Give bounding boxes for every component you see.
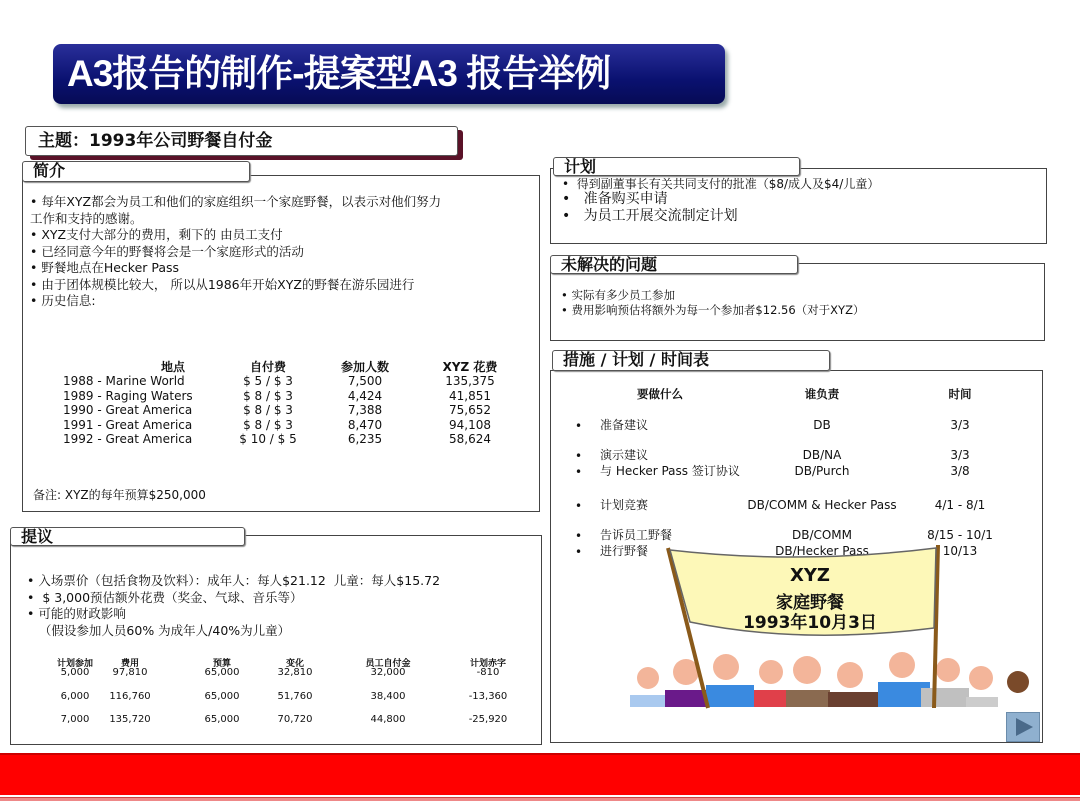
- bullet-line: • 历史信息:: [30, 293, 96, 308]
- bullet-line: （假设参加人员60% 为成年人/40%为儿童）: [27, 622, 291, 638]
- table-cell: 7,500: [347, 374, 383, 388]
- column-header: 变化: [285, 659, 304, 669]
- column-header: 地点: [160, 360, 185, 374]
- bullet-line: • $ 3,000预估额外花费（奖金、气球、音乐等）: [27, 589, 303, 605]
- table-cell: 4/1 - 8/1: [934, 498, 986, 512]
- column-header: 谁负责: [804, 387, 840, 401]
- table-cell: DB/NA: [802, 448, 842, 462]
- banner-line-1: XYZ: [790, 565, 830, 586]
- column-header: 时间: [948, 387, 972, 401]
- bullet-icon: •: [575, 465, 583, 479]
- table-cell: 6,235: [347, 432, 383, 447]
- table-cell: 58,624: [449, 432, 491, 447]
- proposal-text: [27, 573, 440, 639]
- bullet-icon: •: [575, 529, 583, 543]
- table-cell: DB/Hecker Pass: [775, 544, 869, 558]
- table-cell: 135,375: [445, 374, 495, 388]
- intro-text: [30, 194, 441, 310]
- column-header: 员工自付金: [365, 659, 411, 669]
- table-cell: DB: [813, 418, 831, 432]
- table-cell: 8/15 - 10/1: [927, 528, 993, 542]
- table-cell: 4,424: [347, 388, 383, 403]
- table-cell: 32,000: [370, 667, 406, 678]
- table-cell: 32,810: [277, 667, 313, 678]
- plan-header: 计划: [553, 157, 800, 176]
- column-header: XYZ 花费: [442, 360, 498, 374]
- schedule-header: 措施 / 计划 / 时间表: [552, 350, 830, 371]
- bullet-line: • 野餐地点在Hecker Pass: [30, 260, 180, 275]
- next-slide-button[interactable]: [1006, 712, 1040, 742]
- issues-text: [561, 288, 864, 318]
- table-cell: DB/COMM: [791, 528, 853, 542]
- table-cell: -13,360: [468, 690, 508, 702]
- table-cell: 7,388: [347, 403, 383, 418]
- bullet-icon: •: [575, 499, 583, 513]
- table-cell: 进行野餐: [600, 544, 649, 558]
- table-cell: -25,920: [468, 714, 508, 725]
- column-header: 要做什么: [637, 387, 683, 401]
- intro-header: 简介: [22, 161, 250, 182]
- footer-line: [0, 797, 1080, 801]
- bullet-icon: •: [575, 545, 583, 559]
- bullet-line: • 为员工开展交流制定计划: [562, 208, 738, 224]
- table-cell: 3/8: [950, 464, 970, 478]
- table-cell: 告诉员工野餐: [600, 528, 673, 542]
- table-cell: $ 8 / $ 3: [243, 403, 293, 418]
- plan-text: [562, 177, 879, 225]
- table-cell: 135,720: [109, 714, 151, 725]
- table-cell: 1989 - Raging Waters: [63, 388, 193, 403]
- column-header: 计划参加: [56, 659, 93, 669]
- table-cell: 演示建议: [600, 448, 649, 462]
- table-cell: 51,760: [277, 690, 313, 702]
- table-cell: 准备建议: [600, 418, 649, 432]
- column-header: 预算: [212, 659, 231, 669]
- table-cell: 5,000: [60, 667, 90, 678]
- banner-line-2: 家庭野餐: [776, 593, 844, 613]
- play-arrow-icon: [1007, 713, 1039, 741]
- budget-note: 备注: XYZ的每年预算$250,000: [33, 488, 206, 502]
- table-cell: 10/13: [942, 544, 978, 558]
- table-cell: DB/Purch: [794, 464, 850, 478]
- column-header: 计划赤字: [469, 659, 506, 669]
- column-header: 自付费: [249, 360, 286, 374]
- table-cell: 75,652: [449, 403, 491, 418]
- bullet-icon: •: [575, 419, 583, 433]
- theme-box: 主题：1993年公司野餐自付金: [25, 126, 458, 156]
- bullet-line: • 得到副董事长有关共同支付的批准（$8/成人及$4/儿童）: [562, 177, 880, 191]
- column-header: 费用: [120, 659, 139, 669]
- table-cell: 97,810: [112, 667, 148, 678]
- table-cell: 1990 - Great America: [63, 403, 193, 418]
- table-cell: 8,470: [347, 417, 383, 432]
- table-cell: DB/COMM & Hecker Pass: [747, 498, 897, 512]
- footer-red-band: [0, 753, 1080, 795]
- table-cell: 94,108: [449, 417, 491, 432]
- table-cell: 65,000: [204, 667, 240, 678]
- bullet-line: • 实际有多少员工参加: [561, 288, 675, 302]
- table-cell: 116,760: [109, 690, 151, 702]
- bullet-line: • 费用影响预估将额外为每一个参加者$12.56（对于XYZ）: [561, 303, 865, 317]
- bullet-line: • 入场票价（包括食物及饮料）：成年人：每人$21.12 儿童：每人$15.72: [27, 573, 441, 588]
- slide-title: A3报告的制作-提案型A3 报告举例: [53, 44, 725, 104]
- table-cell: -810: [476, 667, 500, 678]
- bullet-line: • 已经同意今年的野餐将会是一个家庭形式的活动: [30, 243, 304, 259]
- table-cell: 7,000: [60, 714, 90, 725]
- bullet-line: • 可能的财政影响: [27, 606, 126, 621]
- table-cell: 1988 - Marine World: [63, 374, 185, 388]
- proposal-header: 提议: [10, 527, 245, 546]
- bullet-line: • 准备购买申请: [562, 191, 668, 207]
- table-cell: 6,000: [60, 690, 90, 702]
- table-cell: 41,851: [449, 388, 491, 403]
- table-cell: 与 Hecker Pass 签订协议: [600, 464, 740, 478]
- bullet-icon: •: [575, 449, 583, 463]
- table-cell: 70,720: [277, 714, 313, 725]
- people-illustration: [630, 652, 1029, 707]
- table-cell: 1991 - Great America: [63, 417, 193, 432]
- table-cell: 65,000: [204, 714, 240, 725]
- bullet-line: • XYZ支付大部分的费用，剩下的 由员工支付: [30, 227, 283, 242]
- bullet-line: • 由于团体规模比较大， 所以从1986年开始XYZ的野餐在游乐园进行: [30, 276, 415, 292]
- banner-line-3: 1993年10月3日: [743, 613, 877, 633]
- table-cell: 38,400: [370, 690, 406, 702]
- issues-header: 未解决的问题: [550, 255, 798, 274]
- table-cell: 1992 - Great America: [63, 432, 193, 447]
- table-cell: $ 8 / $ 3: [243, 417, 293, 432]
- table-cell: 44,800: [370, 714, 406, 725]
- bullet-line: • 每年XYZ都会为员工和他们的家庭组织一个家庭野餐，以表示对他们努力: [30, 194, 442, 209]
- table-cell: $ 10 / $ 5: [239, 432, 297, 447]
- bullet-line: 工作和支持的感谢。: [30, 210, 143, 226]
- table-cell: $ 5 / $ 3: [243, 374, 293, 388]
- table-cell: 65,000: [204, 690, 240, 702]
- table-cell: 3/3: [950, 448, 970, 462]
- column-header: 参加人数: [340, 360, 389, 374]
- table-cell: $ 8 / $ 3: [243, 388, 293, 403]
- table-cell: 计划竞赛: [600, 498, 649, 512]
- table-cell: 3/3: [950, 418, 970, 432]
